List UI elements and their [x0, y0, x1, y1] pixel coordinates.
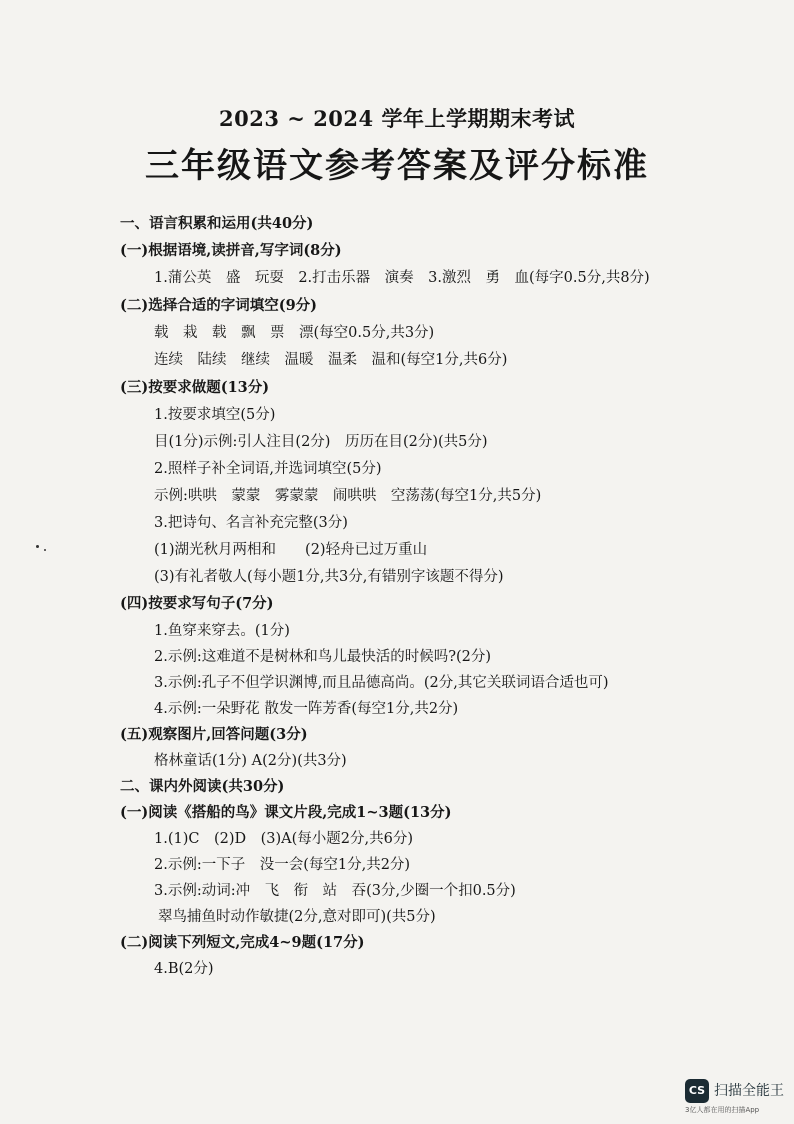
scan-speck [36, 545, 39, 548]
answer-line: 1.鱼穿来穿去。(1分) [154, 623, 290, 639]
section-heading: 二、课内外阅读(共30分) [120, 778, 285, 795]
answer-line: 2.照样子补全词语,并选词填空(5分) [154, 461, 382, 477]
subsection-heading: (五)观察图片,回答问题(3分) [120, 726, 308, 743]
subsection-heading: (二)选择合适的字词填空(9分) [120, 297, 318, 314]
document-title: 三年级语文参考答案及评分标准 [145, 146, 649, 186]
logo-text: CS [688, 1084, 706, 1097]
subsection-heading: (二)阅读下列短文,完成4~9题(17分) [120, 934, 365, 951]
answer-line: 3.把诗句、名言补充完整(3分) [154, 515, 348, 531]
answer-line: 载 栽 载 飘 票 漂(每空0.5分,共3分) [154, 325, 435, 341]
answer-line: 格林童话(1分) A(2分)(共3分) [154, 753, 347, 769]
answer-line: 翠鸟捕鱼时动作敏捷(2分,意对即可)(共5分) [158, 909, 436, 925]
answer-line: 1.按要求填空(5分) [154, 407, 276, 423]
answer-line: 1.蒲公英 盛 玩耍 2.打击乐器 演奏 3.激烈 勇 血(每字0.5分,共8分) [154, 270, 650, 286]
answer-line: (3)有礼者敬人(每小题1分,共3分,有错别字该题不得分) [154, 569, 504, 585]
subsection-heading: (一)根据语境,读拼音,写字词(8分) [120, 242, 342, 259]
subsection-heading: (三)按要求做题(13分) [120, 379, 270, 396]
subsection-heading: (一)阅读《搭船的鸟》课文片段,完成1~3题(13分) [120, 804, 452, 821]
answer-line: 4.示例:一朵野花 散发一阵芳香(每空1分,共2分) [154, 701, 459, 717]
answer-line: 2.示例:一下子 没一会(每空1分,共2分) [154, 857, 411, 873]
answer-line: 3.示例:动词:冲 飞 衔 站 吞(3分,少圈一个扣0.5分) [154, 883, 516, 899]
watermark-app-name: 扫描全能王 [714, 1083, 784, 1099]
answer-line: 目(1分)示例:引人注目(2分) 历历在目(2分)(共5分) [154, 434, 488, 450]
answer-line: 示例:哄哄 蒙蒙 雾蒙蒙 闹哄哄 空荡荡(每空1分,共5分) [154, 488, 542, 504]
answer-line: 2.示例:这难道不是树林和鸟儿最快活的时候吗?(2分) [154, 649, 492, 665]
subsection-heading: (四)按要求写句子(7分) [120, 595, 274, 612]
watermark-tagline: 3亿人都在用的扫描App [685, 1106, 760, 1114]
answer-line: 连续 陆续 继续 温暖 温柔 温和(每空1分,共6分) [154, 352, 508, 368]
scanner-watermark [685, 1077, 790, 1119]
answer-line: (1)湖光秋月两相和 (2)轻舟已过万重山 [154, 542, 428, 558]
exam-title: 2023 ~ 2024 学年上学期期末考试 [219, 106, 575, 131]
section-heading: 一、语言积累和运用(共40分) [120, 215, 314, 232]
answer-line: 3.示例:孔子不但学识渊博,而且品德高尚。(2分,其它关联词语合适也可) [154, 675, 609, 691]
answer-line: 1.(1)C (2)D (3)A(每小题2分,共6分) [154, 831, 414, 847]
answer-line: 4.B(2分) [154, 961, 214, 977]
scan-speck [44, 549, 46, 551]
camscanner-logo-icon [685, 1079, 709, 1103]
